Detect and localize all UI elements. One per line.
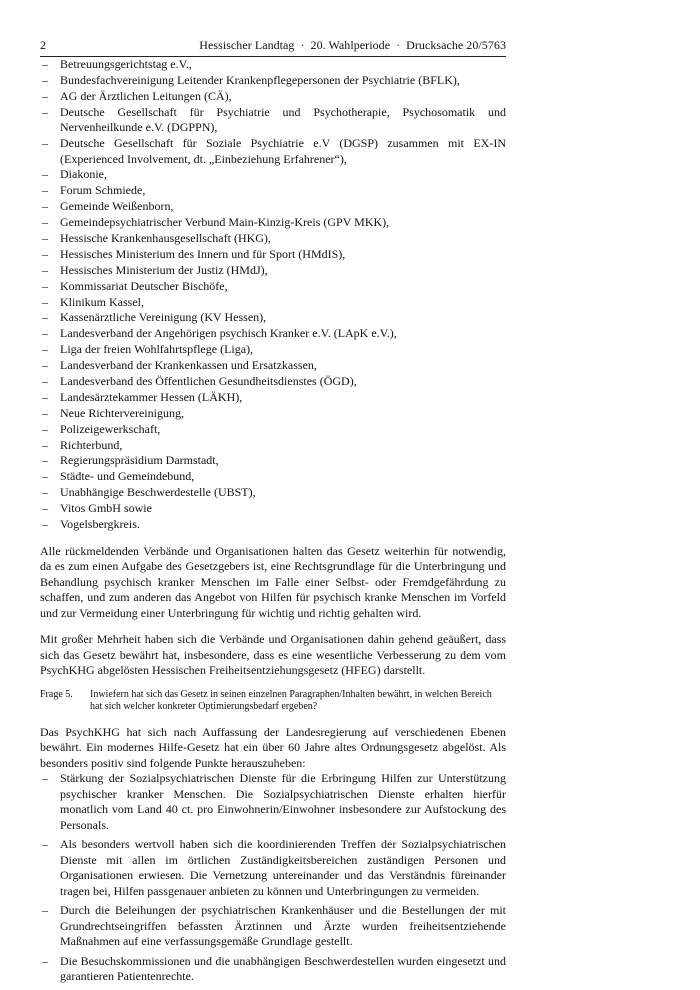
legislative-period: 20. Wahlperiode — [310, 38, 391, 52]
list-item: – AG der Ärztlichen Leitungen (CÄ), — [40, 89, 506, 105]
paragraph-answer: Das PsychKHG hat sich nach Auffassung der Landesregierung auf verschiedenen Ebenen bewährt. Ein modernes Hilfe-Gesetz hat ein über 60 Jahre altes Ordnungsgesetz abgelöst. Als besonders positiv sind folgende Punkte herauszuheben: — [40, 724, 506, 770]
list-item: – Betreuungsgerichtstag e.V., — [40, 57, 506, 73]
list-item: – Vitos GmbH sowie — [40, 501, 506, 517]
list-item: – Bundesfachvereinigung Leitender Krankenpflegepersonen der Psychiatrie (BFLK), — [40, 73, 506, 89]
list-item: – Neue Richtervereinigung, — [40, 406, 506, 422]
question-label: Frage 5. — [40, 688, 73, 700]
list-item: – Städte- und Gemeindebund, — [40, 469, 506, 485]
list-item: – Die Besuchskommissionen und die unabhängigen Beschwerdestellen wurden eingesetzt und garantieren Patientenrechte. — [40, 954, 506, 985]
list-item: – Regierungspräsidium Darmstadt, — [40, 453, 506, 469]
organization-list — [40, 57, 506, 533]
question-text: Inwiefern hat sich das Gesetz in seinen einzelnen Paragraphen/Inhalten bewährt, in welchen Bereich hat sich welcher konkreter Optimierungsbedarf ergeben? — [90, 688, 492, 713]
list-item: – Gemeinde Weißenborn, — [40, 199, 506, 215]
list-item: – Hessisches Ministerium der Justiz (HMdJ), — [40, 263, 506, 279]
list-item: – Forum Schmiede, — [40, 183, 506, 199]
list-item: – Vogelsbergkreis. — [40, 517, 506, 533]
publisher: Hessischer Landtag — [199, 38, 295, 52]
positive-points-list — [40, 771, 506, 985]
list-item: – Deutsche Gesellschaft für Psychiatrie und Psychotherapie, Psychosomatik und Nervenheilkunde e.V. (DGPPN), — [40, 105, 506, 136]
paragraph-necessity: Alle rückmeldenden Verbände und Organisationen halten das Gesetz weiterhin für notwendig, da es zum einen Aufgabe des Gesetzgebers ist, eine Rechtsgrundlage für die Unterbringung und Behandlung psychisch kranker Menschen im Falle einer Selbst- oder Fremdgefährdung zu schaffen, und zum anderen das Angebot von Hilfen für psychisch kranke Menschen im Vorfeld und zur Vermeidung einer Unterbringung für wichtig und richtig gehalten wird. — [40, 543, 506, 620]
list-item: – Landesärztekammer Hessen (LÄKH), — [40, 390, 506, 406]
paragraph-majority: Mit großer Mehrheit haben sich die Verbände und Organisationen dahin gehend geäußert, dass sich das Gesetz bewährt hat, insbesondere, dass es eine wesentliche Verbesserung zu dem vom PsychKHG abgelösten Hessischen Freiheitsentziehungsgesetz (HFEG) darstellt. — [40, 632, 506, 678]
list-item: – Polizeigewerkschaft, — [40, 422, 506, 438]
list-item: – Stärkung der Sozialpsychiatrischen Dienste für die Erbringung Hilfen zur Unterstützung psychischer kranker Menschen. Die Sozialpsychiatrischen Dienste erhalten hierfür monatlich vom Land 40 ct. pro Einwohnerin/Einwohner insbesondere zur Aufstockung des Personals. — [40, 771, 506, 833]
list-item: – Unabhängige Beschwerdestelle (UBST), — [40, 485, 506, 501]
document-page — [40, 38, 506, 989]
question-block — [40, 689, 506, 714]
list-item: – Durch die Beleihungen der psychiatrischen Krankenhäuser und die Bestellungen der mit Grundrechtseingriffen befassten Ärztinnen und Ärzte wurden freiheitsentziehende Maßnahmen auf eine verfassungsgemäße Grundlage gestellt. — [40, 903, 506, 950]
list-item: – Gemeindepsychiatrischer Verbund Main-Kinzig-Kreis (GPV MKK), — [40, 215, 506, 231]
list-item: – Landesverband des Öffentlichen Gesundheitsdienstes (ÖGD), — [40, 374, 506, 390]
list-item: – Als besonders wertvoll haben sich die koordinierenden Treffen der Sozialpsychiatrischen Dienste mit allen im örtlichen Zuständigkeitsbereichen zuständigen Personen und Organisationen erwiesen. Die Vernetzung untereinander und das Verständnis füreinander tragen bei, Hilfen passgenauer anbieten zu können und Unterbringungen zu vermeiden. — [40, 837, 506, 899]
list-item: – Klinikum Kassel, — [40, 295, 506, 311]
list-item: – Hessisches Ministerium des Innern und für Sport (HMdIS), — [40, 247, 506, 263]
list-item: – Liga der freien Wohlfahrtspflege (Liga), — [40, 342, 506, 358]
list-item: – Hessische Krankenhausgesellschaft (HKG), — [40, 231, 506, 247]
list-item: – Kommissariat Deutscher Bischöfe, — [40, 279, 506, 295]
page-number: 2 — [40, 38, 46, 52]
list-item: – Diakonie, — [40, 167, 506, 183]
list-item: – Kassenärztliche Vereinigung (KV Hessen), — [40, 310, 506, 326]
list-item: – Richterbund, — [40, 438, 506, 454]
list-item: – Landesverband der Krankenkassen und Ersatzkassen, — [40, 358, 506, 374]
header-separator: · — [396, 38, 401, 52]
page-header — [40, 38, 506, 57]
header-meta — [199, 38, 506, 53]
list-item: – Deutsche Gesellschaft für Soziale Psychiatrie e.V (DGSP) zusammen mit EX-IN (Experienced Involvement, dt. „Einbeziehung Erfahrener“), — [40, 136, 506, 167]
list-item: – Landesverband der Angehörigen psychisch Kranker e.V. (LApK e.V.), — [40, 326, 506, 342]
header-separator: · — [300, 38, 305, 52]
printed-matter-number: Drucksache 20/5763 — [406, 38, 506, 52]
